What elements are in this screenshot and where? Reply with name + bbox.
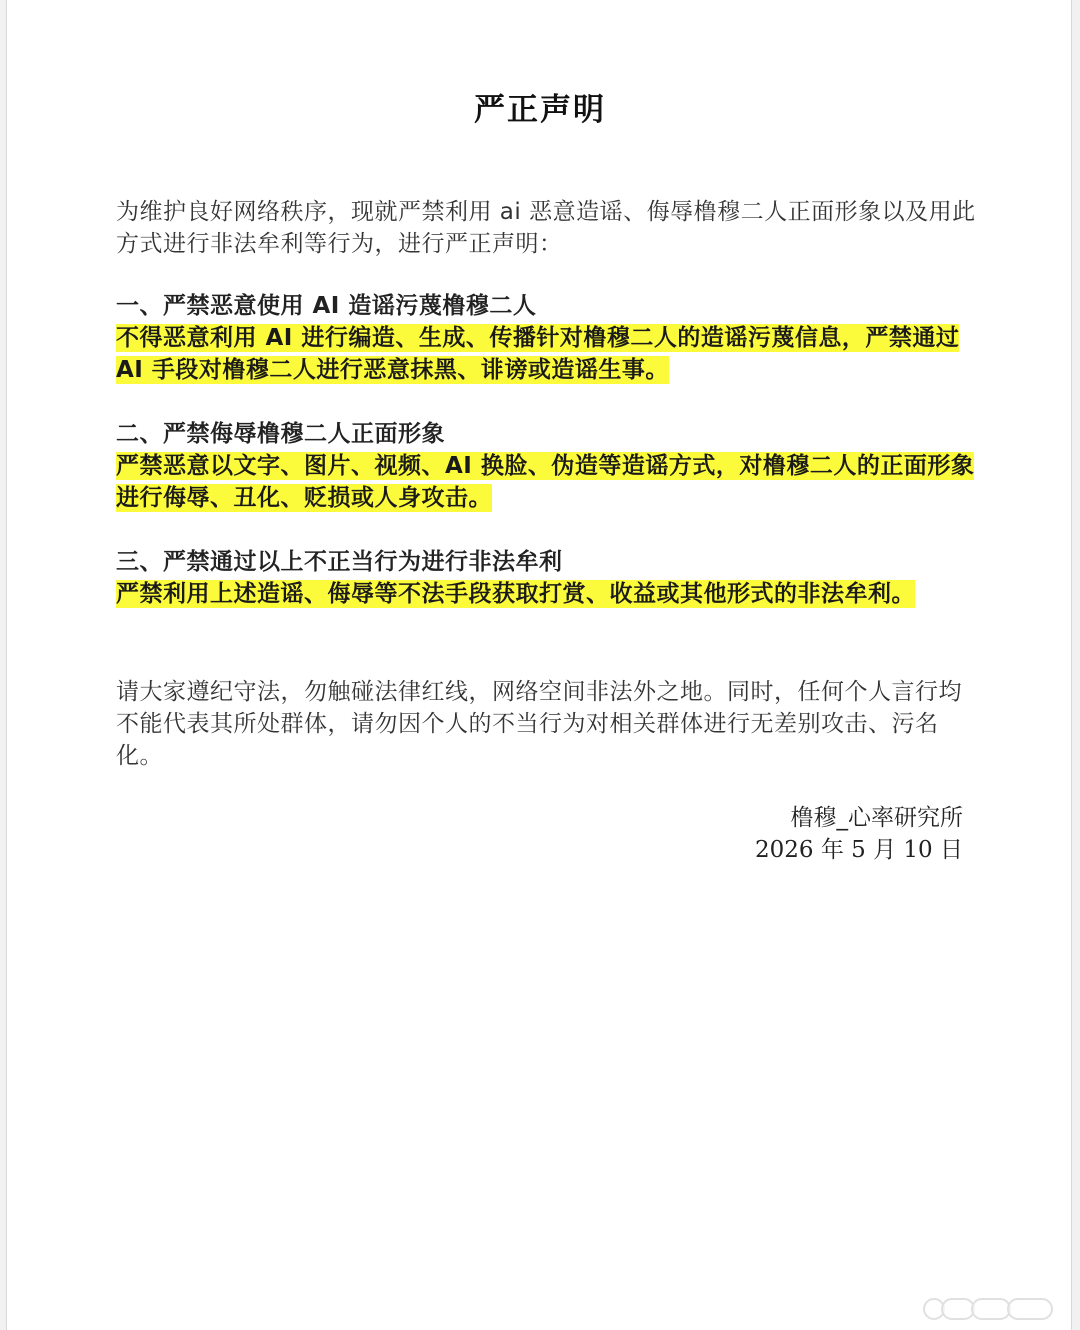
section-2-body <box>116 450 976 514</box>
section-2 <box>116 418 976 514</box>
watermark-logo <box>927 1298 1053 1320</box>
document-page <box>6 0 1072 1330</box>
section-2-highlight: 严禁恶意以文字、图片、视频、AI 换脸、伪造等造谣方式，对橹穆二人的正面形象进行侮辱、丑化、贬损或人身攻击。 <box>116 453 975 511</box>
watermark-shape <box>971 1298 1011 1320</box>
signature-block <box>755 802 963 866</box>
watermark-shape <box>941 1298 975 1320</box>
section-3-highlight: 严禁利用上述造谣、侮辱等不法手段获取打赏、收益或其他形式的非法牟利。 <box>116 581 915 607</box>
section-1 <box>116 290 976 386</box>
intro-paragraph: 为维护良好网络秩序，现就严禁利用 ai 恶意造谣、侮辱橹穆二人正面形象以及用此方式进行非法牟利等行为，进行严正声明： <box>116 199 976 257</box>
section-3-body <box>116 578 976 610</box>
section-3 <box>116 546 976 610</box>
section-2-heading: 二、严禁侮辱橹穆二人正面形象 <box>116 421 445 447</box>
closing-paragraph: 请大家遵纪守法，勿触碰法律红线，网络空间非法外之地。同时，任何个人言行均不能代表其所处群体，请勿因个人的不当行为对相关群体进行无差别攻击、污名化。 <box>116 679 962 769</box>
signature-date: 2026 年 5 月 10 日 <box>755 837 963 863</box>
section-1-body <box>116 322 976 386</box>
watermark-shape <box>1007 1298 1053 1320</box>
signature-org: 橹穆_心率研究所 <box>790 805 963 831</box>
document-title: 严正声明 <box>474 92 606 128</box>
section-1-heading: 一、严禁恶意使用 AI 造谣污蔑橹穆二人 <box>116 293 537 319</box>
section-3-heading: 三、严禁通过以上不正当行为进行非法牟利 <box>116 549 563 575</box>
section-1-highlight: 不得恶意利用 AI 进行编造、生成、传播针对橹穆二人的造谣污蔑信息，严禁通过 AI 手段对橹穆二人进行恶意抹黑、诽谤或造谣生事。 <box>116 325 960 383</box>
